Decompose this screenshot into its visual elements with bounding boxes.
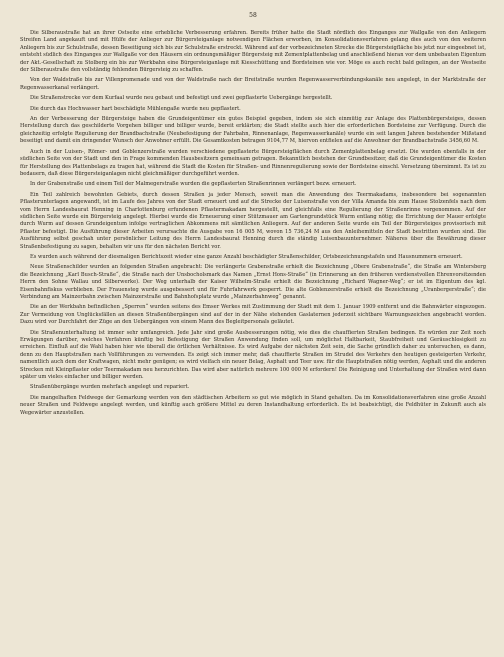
paragraph: Straßenübergänge wurden mehrfach angelegt und repariert. (30, 384, 190, 391)
paragraph: In der Grabenstraße und einem Teil der Malmegerstraße wurden die gepflasterten Straßenrinnen verlängert bezw. erneuert. (30, 181, 357, 188)
paragraph: Die an der Werkbahn befindlichen „Sperren“ wurden seitens des Emser Werkes mit Zustimmung der Stadt mit dem 1. Januar 1909 entfernt und die Bahnwärter eingezogen. Zur Vermeidung von Unglücksfällen an diesen Straßenübergängen sind auf der in der Nähe stehenden Gaslaternen jederzeit sichtbare Warnungszeichen angebracht worden. Dazu wird vor Durchfahrt der Züge an den Uebergängen von einem Mann des Begleitpersonals geläutet. (20, 304, 486, 326)
paragraph: Die mangelhaften Feldwege der Gemarkung werden von den städtischen Arbeitern so gut wie möglich in Stand gehalten. Da im Konsolidationsverfahren eine große Anzahl neuer Straßen und Feldwege angelegt werden, und künftig auch größere Mittel zu deren Instandhaltung erforderlich. Es ist beabsichtigt, die Feldhüter in Zukunft auch als Wegewärter anzustellen. (20, 394, 486, 416)
paragraph: Die Straßenunterhaltung ist immer sehr umfangreich. Jede Jahr sind große Ausbesserungen nötig, wie dies die chauffierten Straßen bedingen. Es würden zur Zeit noch Erwägungen darüber, welches Verfahren künftig bei Befestigung der Straßen Anwendung finden soll, um möglichst Haltbarkeit, Staubfreiheit und Geräuschlosigkeit zu erreichen. Einfluß auf die Wahl haben hier wie überall die örtlichen Verhältnisse. Es wird Aufgabe der nächsten Zeit sein, die Sache gründlich daher zu untersuchen, es dann, denn zu den Hauptstraßen nach Vollführungen zu verwenden. Es zeigt sich immer mehr, daß chauffierte Straßen im Strudel des Verkehrs den heutigen gesteigerten Verkehr, namentlich auch dem der Kraftwagen, nicht mehr genügen; es wird vielfach ein neuer Belag, Asphalt und Teer usw. für die Hauptstraßen nötig werden, Asphalt und die anderen Strecken mit Kleinpflaster oder Teermakadam neu herzurichten. Das wird aber natürlich mehrere 100 000 M erfordern! Die Reinigung und Unterhaltung der Straßen wird dann später um vieles einfacher und billiger werden. (20, 329, 486, 381)
paragraph: Von der Waldstraße bis zur Villenpromenade und von der Waldstraße nach der Breitstraße wurden Regenwasserverbindungskanäle neu angelegt, in der Marktstraße der Regenwasserkanal verlängert. (20, 77, 486, 91)
paragraph: Die Silberaustraße hat an ihrer Ostseite eine erhebliche Verbesserung erfahren. Bereits früher hatte die Stadt nördlich des Einganges zur Wallgaße von den Anliegern Streifen Land angekauft und mit Hülfe der Anlieger zur Bürgersteiganlage notwendigen Flächen erworben, im Konsolidationsverfahren gelang dies auch von den weiteren Anliegern bis zur Schulstraße, dessen Beseitigung sich bis zur Schulstraße erstreckt. Während auf der vorbezeichneten Strecke die Bürgersteigfläche bis jetzt nur eingeebnet ist, entsteht südlich des Einganges zur Wallgaße vor den Häusern ein ordnungsmäßiger Bürgersteig mit Zementplattenbelag und anschließend hieran vor dem unbebauten Eigentum der Akt.-Gesellschaft zu Stolberg ein bis zur Werkbahn eine Bürgersteiganlage mit Kiesschüttung und Bordsteinen wie vor. Möge es auch recht bald gelingen, an der Westseite der Silberaustraße den vollständig fehlenden Bürgersteig zu schaffen. (20, 30, 486, 74)
page-number: 58 (249, 12, 257, 19)
paragraph: Ein Teil zahlreich bewohnten Gebiets, durch dessen Straßen ja jeder Mensch, soweit man die Anwendung des Teermakadams, insbesondere bei sogenannten Pflasterunterlagen angewandt, ist im Laufe des Jahres von der Stadt erneuert und auf die Strecke der Luisenstraße von der Villa Amanda bis zum Hause Stolzenfels nach dem vom Herrn Landesbaurat Henning in Charlottenburg erfundenen Pflastermakadam hergestellt, und gleichfalls eine Regulierung der Straßenrinne vorgenommen. Auf der südlichen Seite wurde ein Bürgersteig angelegt. Hierbei wurde die Erneuerung einer Stützmauer am Gartengrundstück Wurm entlang nötig; die Errichtung der Mauer erfolgte durch Wurm auf dessen Grundeigentum infolge vertraglichen Abkommens mit sämtlichen Anliegern. Auf der anderen Seite wurde ein Teil der Bürgersteiges provisorisch mit Pflaster befestigt. Die Ausführung dieser Arbeiten verursachte die Ausgabe von 16 005 M, wovon 15 736,24 M aus den Anleihemitteln der Stadt bestritten wurden sind. Die Ausführung selbst geschah unter persönlicher Leitung des Herrn Landesbaurat Henning durch die ständig Luisenbauunternehmer. Näheres über die Bewährung dieser Straßenbefestigung zu sagen, behalten wir uns für den nächsten Bericht vor. (20, 191, 486, 250)
paragraph: An der Verbesserung der Bürgersteige haben die Grundeigentümer ein gutes Beispiel gegeben, indem sie sich einmütig zur Anlage des Plattenbürgersteiges, dessen Herstellung durch das geschilderte Vorgehen billiger und billiger wurde, bereit erklärten; die Stadt stellte auch hier die erforderlichen Bordsteine zur Verfügung. Durch die gleichzeitig erfolgte Regulierung der Brandbachstraße (Neubefestigung der Fahrbahn, Rinnenanlage, Regenwasserkanäle) wurde ein seit langen Jahren bestehender Mißstand beseitigt und damit ein dringender Wunsch der Anwohner erfüllt. Die Gesamtkosten betragen 9104,77 M, hiervon entfielen auf die Anwohner der Brandbachstraße 3456,60 M. (20, 116, 486, 145)
paragraph: Auch in der Luisen-, Römer- und Goblenzerstraße wurden verschiedene gepflasterte Bürgersteigflächen durch Zementplattenbelag ersetzt. Die wurden ebenfalls in der südlichen Seite von der Stadt und den in Frage kommenden Hausbesitzern gemeinsam getragen. Bekanntlich bestehen der Grundbesitzer, daß die Grundeigentümer die Kosten für Herstellung des Plattenbelags zu tragen hat, während die Stadt die Kosten für Straßen- und Rinnenregulierung sowie der Bordsteine einschl. Versetzung übernimmt. Es ist zu bedauern, daß diese Bürgersteiganlagen nicht gleichmäßiger durchgeführt werden. (20, 148, 486, 177)
body-text (20, 30, 486, 417)
paragraph: Die Straßenstrecke vor dem Kurfaal wurde neu gebaut und befestigt und zwei gepflasterte Uebergänge hergestellt. (30, 95, 333, 102)
paragraph: Die durch das Hochwasser hart beschädigte Mühlengaße wurde neu gepflastert. (30, 105, 241, 112)
paragraph: Neue Straßenschilder wurden an folgenden Straßen angebracht: Die verlängerte Grabenstraße erhielt die Bezeichnung „Obere Grabenstraße“, die Straße am Wintersberg die Bezeichnung „Karl Busch-Straße“, die Straße nach der Unsbocholsmark das Namen „Ernst Hons-Straße“ (in Erinnerung an den früheren verdienstvollen Ehrenvorsitzenden Herrn den Sohne Wallau und Silberwerke). Der Weg unterhalb der Kaiser Wilhelm-Straße erhielt die Bezeichnung „Richard Wagner-Weg“; er ist im Eigentum des kgl. Eisenbahnfiskus verblieben. Der Frauensteg wurde ausgebessert und für Fuhrfahrwerk gesperrt. Die alte Goblenzerstraße erhielt die Bezeichnung „Uranbergerstraße“; die Verbindung am Mainzerbahn zwischen Mainzerstraße und Bahnhofsplatz wurde „Mainzerbahnweg“ genannt. (20, 264, 486, 300)
paragraph: Es wurden auch während der diesmaligen Berichtszeit wieder eine ganze Anzahl beschädigter Straßenschilder, Ortsbezeichnungstafeln und Hausnummern erneuert. (30, 253, 463, 260)
